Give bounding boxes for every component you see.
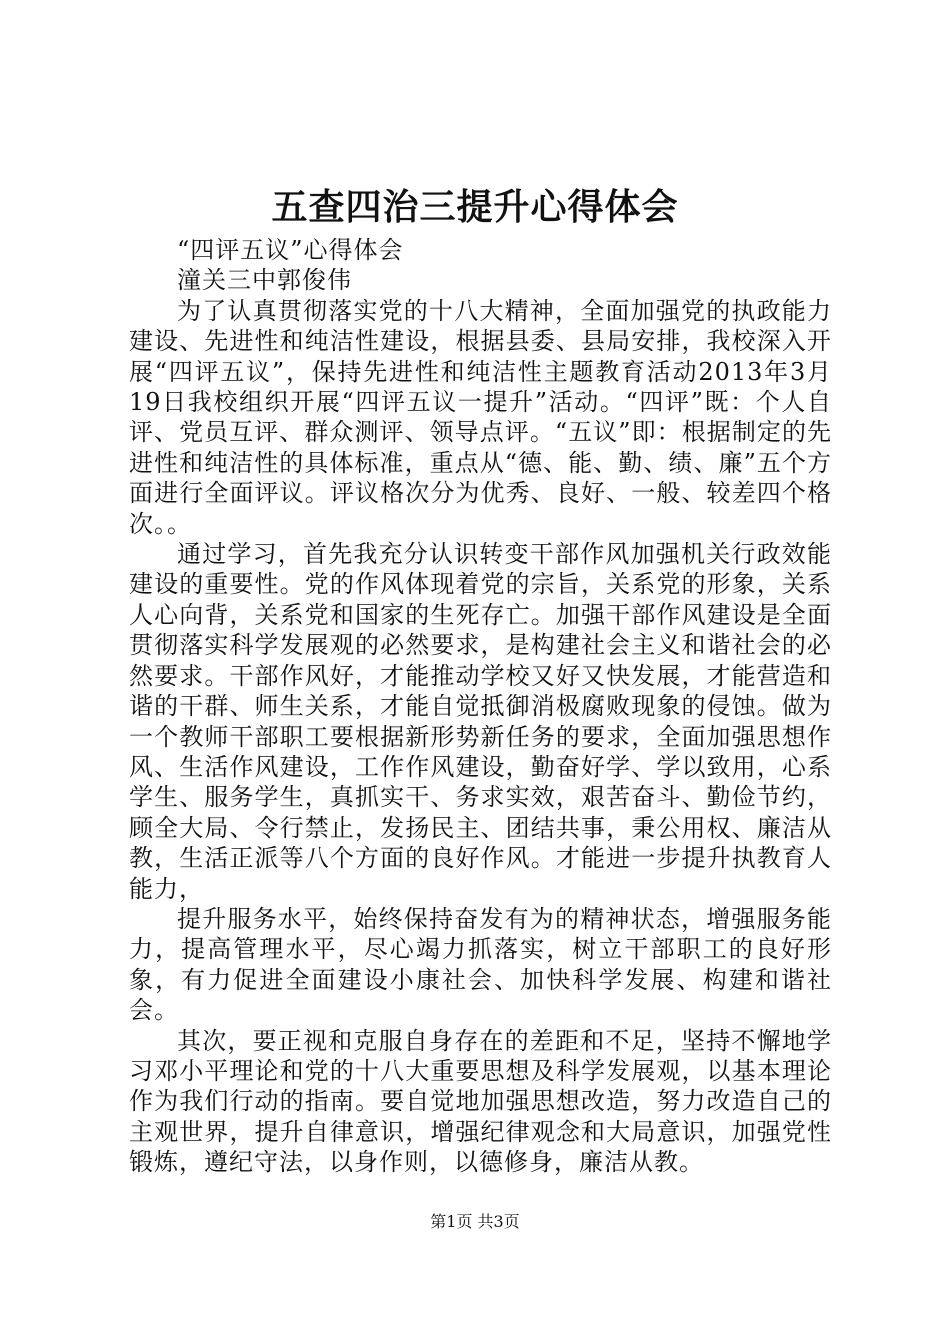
page-number-footer: 第1页 共3页 (430, 1212, 520, 1231)
document-title: 五查四治三提升心得体会 (271, 186, 679, 228)
document-body (129, 235, 832, 1178)
body-paragraph-2: 通过学习，首先我充分认识转变干部作风加强机关行政效能建设的重要性。党的作风体现着党的宗旨，关系党的形象，关系人心向背，关系党和国家的生死存亡。加强干部作风建设是全面贯彻落实科学发展观的必然要求，是构建社会主义和谐社会的必然要求。干部作风好，才能推动学校又好又快发展，才能营造和谐的干群、师生关系，才能自觉抵御消极腐败现象的侵蚀。做为一个教师干部职工要根据新形势新任务的要求，全面加强思想作风、生活作风建设，工作作风建设，勤奋好学、学以致用，心系学生、服务学生，真抓实干、务求实效，艰苦奋斗、勤俭节约，顾全大局、令行禁止，发扬民主、团结共事，秉公用权、廉洁从教，生活正派等八个方面的良好作风。才能进一步提升执教育人能力， (129, 540, 832, 903)
body-paragraph-1: 为了认真贯彻落实党的十八大精神，全面加强党的执政能力建设、先进性和纯洁性建设，根据县委、县局安排，我校深入开展“四评五议”，保持先进性和纯洁性主题教育活动2013年3月19日我校组织开展“四评五议一提升”活动。“四评”既：个人自评、党员互评、群众测评、领导点评。“五议”即：根据制定的先进性和纯洁性的具体标准，重点从“德、能、勤、绩、廉”五个方面进行全面评议。评议格次分为优秀、良好、一般、较差四个格次。。 (129, 296, 832, 538)
body-paragraph-4: 其次，要正视和克服自身存在的差距和不足，坚持不懈地学习邓小平理论和党的十八大重要思想及科学发展观，以基本理论作为我们行动的指南。要自觉地加强思想改造，努力改造自己的主观世界，提升自律意识，增强纪律观念和大局意识，加强党性锻炼，遵纪守法，以身作则，以德修身，廉洁从教。 (129, 1026, 832, 1177)
author-paragraph: 潼关三中郭俊伟 (177, 266, 352, 295)
body-paragraph-3: 提升服务水平，始终保持奋发有为的精神状态，增强服务能力，提高管理水平，尽心竭力抓落实，树立干部职工的良好形象，有力促进全面建设小康社会、加快科学发展、构建和谐社会。 (129, 904, 832, 1025)
subtitle-paragraph: “四评五议”心得体会 (177, 236, 404, 264)
